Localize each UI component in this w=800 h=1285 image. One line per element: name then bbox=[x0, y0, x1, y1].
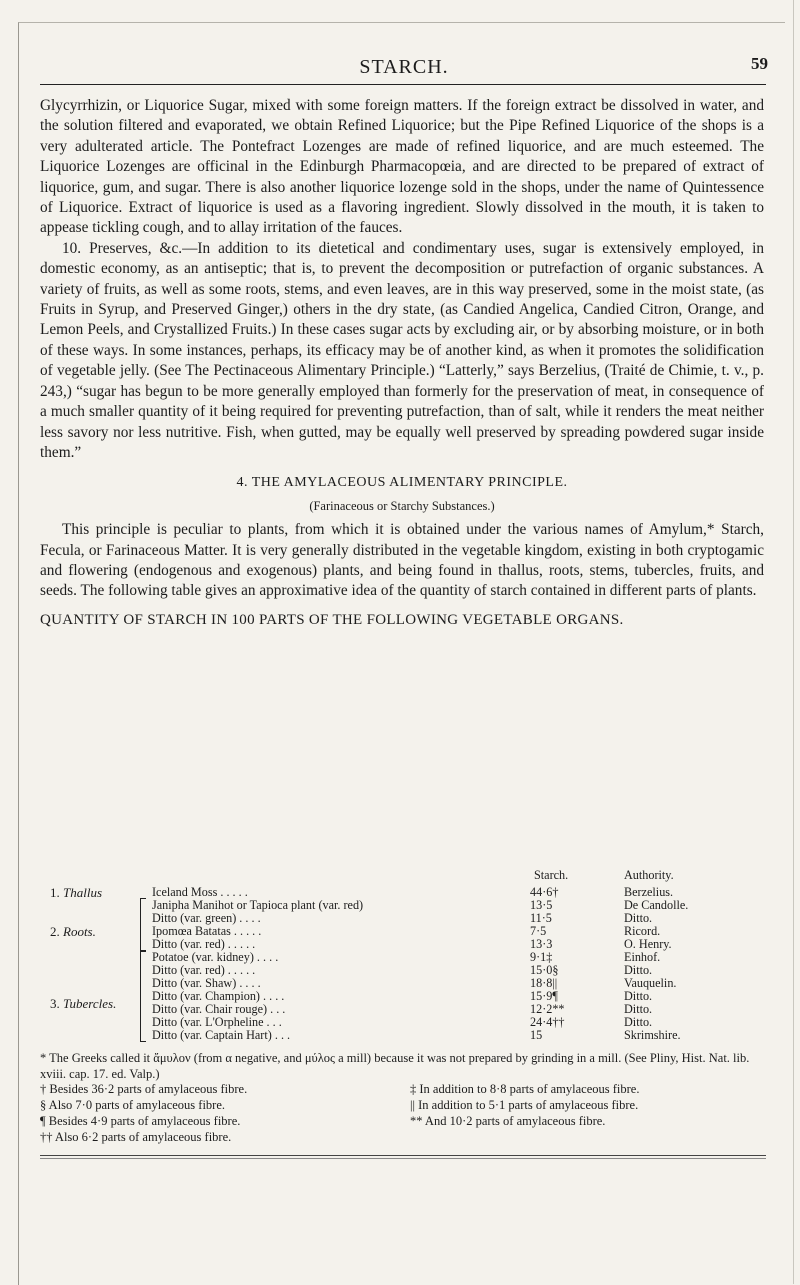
footnotes bbox=[40, 1051, 770, 1146]
page-edge-right bbox=[793, 0, 794, 1284]
column-header-starch: Starch. bbox=[534, 868, 569, 882]
footnote-grid bbox=[40, 1082, 770, 1146]
paragraph-preserves: 10. Preserves, &c.—In addition to its dietetical and condimentary uses, sugar is extensively employed, in domestic economy, as an antiseptic; that is, to prevent the decomposition or putrefaction of organic substances. A variety of fruits, as well as some roots, stems, and even leaves, are in this way preserved, some in the moist state, (as Fruits in Syrup, and Preserved Ginger,) others in the dry state, (as Candied Angelica, Candied Citron, Orange, and Lemon Peels, and Crystallized Fruits.) In these cases sugar acts by excluding air, or by absorbing moisture, or in both of these ways. In some instances, perhaps, its efficacy may be of another kind, as when it promotes the solidification of vegetable jelly. (See The Pectinaceous Alimentary Principle.) “Latterly,” says Berzelius, (Traité de Chimie, t. v., p. 243,) “sugar has begun to be more generally employed than formerly for the preservation of meat, in consequence of a much smaller quantity of it being required for preventing putrefaction, than of salt, while it renders the meat neither less savory nor less nutritive. Fish, when gutted, may be equally well preserved by spreading powdered sugar inside them.” bbox=[40, 239, 764, 461]
table-row: Ditto (var. Champion) . . . . 15·9¶ Ditto. bbox=[152, 989, 653, 1003]
footnote-section: § Also 7·0 parts of amylaceous fibre. bbox=[40, 1098, 226, 1112]
table-row: Ditto (var. Shaw) . . . . 18·8|| Vauquelin. bbox=[152, 976, 677, 990]
table-row: Iceland Moss . . . . . 44·6† Berzelius. bbox=[152, 885, 674, 899]
footnote-double-star: ** And 10·2 parts of amylaceous fibre. bbox=[410, 1114, 606, 1128]
category-label: Tubercles. bbox=[63, 996, 117, 1011]
category-number: 3. bbox=[50, 996, 60, 1011]
table-row: Ditto (var. green) . . . . 11·5 Ditto. bbox=[152, 911, 653, 925]
footnote-parallel: || In addition to 5·1 parts of amylaceous fibre. bbox=[410, 1098, 639, 1112]
column-header-authority: Authority. bbox=[624, 868, 674, 882]
footnote-dagger: † Besides 36·2 parts of amylaceous fibre. bbox=[40, 1082, 248, 1096]
category-label: Roots. bbox=[63, 924, 96, 939]
category-number: 1. bbox=[50, 885, 60, 900]
starch-table bbox=[40, 868, 764, 1044]
body-text bbox=[40, 96, 764, 630]
category-label: Thallus bbox=[63, 885, 103, 900]
page-number: 59 bbox=[751, 54, 768, 73]
footnote-double-dagger: †† Also 6·2 parts of amylaceous fibre. bbox=[40, 1130, 232, 1144]
footnote-pilcrow: ¶ Besides 4·9 parts of amylaceous fibre. bbox=[40, 1114, 241, 1128]
table-row: Ditto (var. red) . . . . . 15·0§ Ditto. bbox=[152, 963, 653, 977]
section-heading: 4. THE AMYLACEOUS ALIMENTARY PRINCIPLE. bbox=[236, 475, 568, 491]
paragraph-liquorice: Glycyrrhizin, or Liquorice Sugar, mixed with some foreign matters. If the foreign extract be dissolved in water, and the solution filtered and evaporated, we obtain Refined Liquorice; but the Pipe Refined Liquorice of the shops is a very adulterated article. The Pontefract Lozenges are made of refined liquorice, and are much esteemed. The Liquorice Lozenges are officinal in the Edinburgh Pharmacopœia, and are directed to be prepared of extract of liquorice, gum, and sugar. There is also another liquorice lozenge sold in the shops, under the name of Quintessence of Liquorice. Extract of liquorice is used as a flavoring ingredient. Slowly dissolved in the mouth, it is taken to appease tickling cough, and to allay irritation of the fauces. bbox=[40, 97, 764, 237]
table-title: QUANTITY OF STARCH IN 100 PARTS OF THE FOLLOWING VEGETABLE ORGANS. bbox=[40, 611, 624, 628]
paragraph-amylaceous: This principle is peculiar to plants, from which it is obtained under the various names of Amylum,* Starch, Fecula, or Farinaceous Matter. It is very generally distributed in the vegetable kingdom, existing in both cryptogamic and flowering (endogenous and exogenous) plants, and being found in thallus, roots, stems, tubercles, fruits, and seeds. The following table gives an approximative idea of the quantity of starch contained in different parts of plants. bbox=[40, 521, 764, 600]
section-subheading: (Farinaceous or Starchy Substances.) bbox=[309, 498, 495, 513]
table-row: Potatoe (var. kidney) . . . . 9·1‡ Einhof. bbox=[152, 950, 661, 964]
table-row: Ditto (var. Captain Hart) . . . 15 Skrimshire. bbox=[152, 1028, 681, 1042]
footnote-star: * The Greeks called it ἄμυλον (from α negative, and μύλος a mill) because it was not prepared by grinding in a mill. (See Pliny, Hist. Nat. lib. xviii. cap. 17. ed. Valp.) bbox=[40, 1051, 750, 1081]
table-row: Ditto (var. red) . . . . . 13·3 O. Henry. bbox=[152, 937, 672, 951]
table-row: Ditto (var. L'Orpheline . . . 24·4†† Ditto. bbox=[152, 1015, 653, 1029]
bottom-rule bbox=[40, 1155, 766, 1156]
footnote-ddagger: ‡ In addition to 8·8 parts of amylaceous fibre. bbox=[410, 1082, 640, 1096]
header-rule bbox=[40, 84, 766, 85]
page-header bbox=[40, 52, 768, 82]
category-number: 2. bbox=[50, 924, 60, 939]
bottom-rule-secondary bbox=[40, 1158, 766, 1159]
table-row: Ipomœa Batatas . . . . . 7·5 Ricord. bbox=[152, 924, 661, 938]
table-row: Ditto (var. Chair rouge) . . . 12·2** Ditto. bbox=[152, 1002, 653, 1016]
table-row: Janipha Manihot or Tapioca plant (var. red) 13·5 De Candolle. bbox=[152, 898, 689, 912]
running-title: STARCH. bbox=[359, 56, 449, 78]
